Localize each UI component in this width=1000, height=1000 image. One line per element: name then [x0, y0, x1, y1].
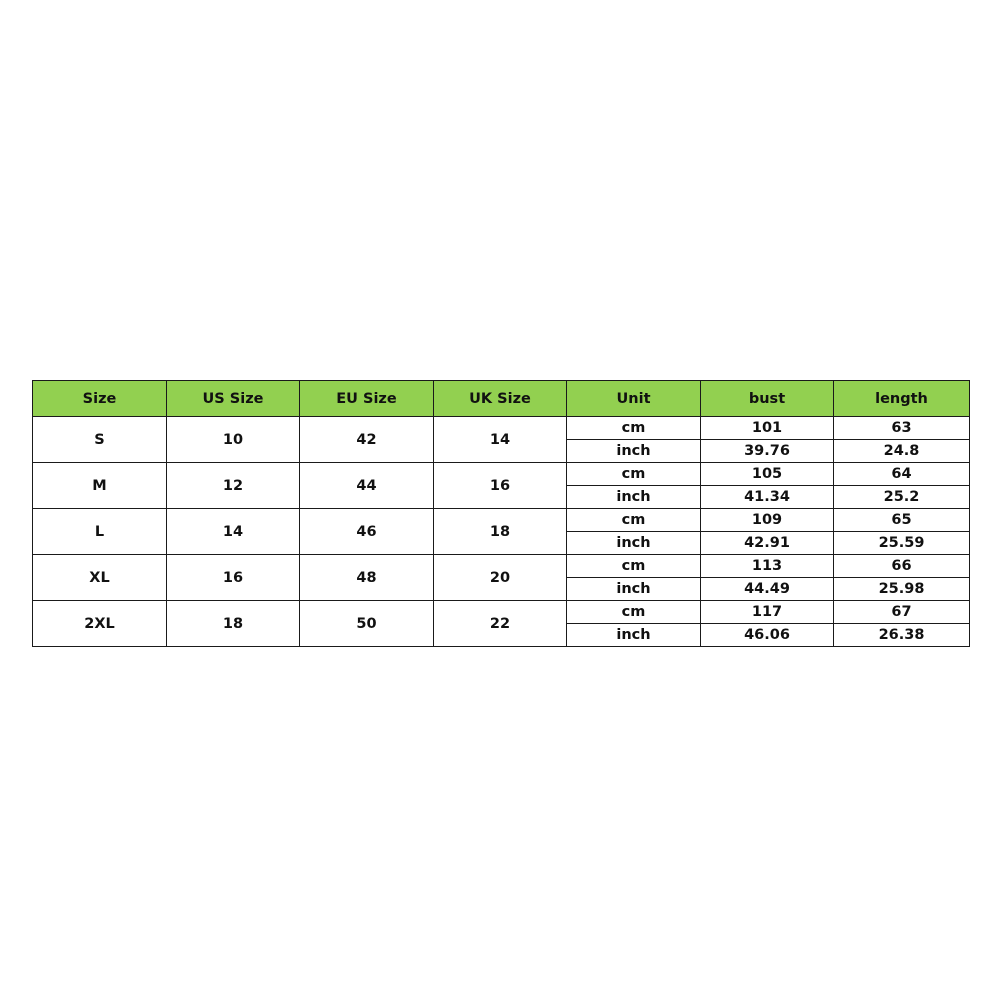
table-row	[33, 601, 970, 624]
bust-cell: 113	[701, 555, 834, 578]
table-row	[33, 417, 970, 440]
length-cell: 26.38	[834, 624, 970, 647]
header-size: Size	[33, 381, 167, 417]
unit-cell: cm	[567, 509, 701, 532]
table-row	[33, 509, 970, 532]
header-row	[33, 381, 970, 417]
header-bust: bust	[701, 381, 834, 417]
unit-cell: inch	[567, 624, 701, 647]
uk-size-cell: 14	[434, 417, 567, 463]
unit-cell: inch	[567, 440, 701, 463]
size-cell: M	[33, 463, 167, 509]
uk-size-cell: 22	[434, 601, 567, 647]
eu-size-cell: 42	[300, 417, 434, 463]
unit-cell: cm	[567, 463, 701, 486]
size-chart-table	[32, 380, 970, 647]
length-cell: 25.2	[834, 486, 970, 509]
eu-size-cell: 46	[300, 509, 434, 555]
bust-cell: 117	[701, 601, 834, 624]
length-cell: 67	[834, 601, 970, 624]
us-size-cell: 14	[167, 509, 300, 555]
length-cell: 66	[834, 555, 970, 578]
bust-cell: 42.91	[701, 532, 834, 555]
size-cell: L	[33, 509, 167, 555]
header-eu-size: EU Size	[300, 381, 434, 417]
uk-size-cell: 18	[434, 509, 567, 555]
us-size-cell: 10	[167, 417, 300, 463]
eu-size-cell: 50	[300, 601, 434, 647]
bust-cell: 105	[701, 463, 834, 486]
eu-size-cell: 48	[300, 555, 434, 601]
length-cell: 25.59	[834, 532, 970, 555]
length-cell: 24.8	[834, 440, 970, 463]
uk-size-cell: 20	[434, 555, 567, 601]
unit-cell: inch	[567, 532, 701, 555]
unit-cell: inch	[567, 578, 701, 601]
length-cell: 63	[834, 417, 970, 440]
bust-cell: 41.34	[701, 486, 834, 509]
bust-cell: 44.49	[701, 578, 834, 601]
size-cell: XL	[33, 555, 167, 601]
header-unit: Unit	[567, 381, 701, 417]
table-row	[33, 463, 970, 486]
unit-cell: cm	[567, 555, 701, 578]
table-header	[33, 381, 970, 417]
length-cell: 25.98	[834, 578, 970, 601]
unit-cell: cm	[567, 417, 701, 440]
bust-cell: 39.76	[701, 440, 834, 463]
size-cell: S	[33, 417, 167, 463]
header-us-size: US Size	[167, 381, 300, 417]
us-size-cell: 12	[167, 463, 300, 509]
us-size-cell: 18	[167, 601, 300, 647]
unit-cell: inch	[567, 486, 701, 509]
size-cell: 2XL	[33, 601, 167, 647]
uk-size-cell: 16	[434, 463, 567, 509]
bust-cell: 46.06	[701, 624, 834, 647]
eu-size-cell: 44	[300, 463, 434, 509]
length-cell: 64	[834, 463, 970, 486]
unit-cell: cm	[567, 601, 701, 624]
us-size-cell: 16	[167, 555, 300, 601]
bust-cell: 109	[701, 509, 834, 532]
length-cell: 65	[834, 509, 970, 532]
table-row	[33, 555, 970, 578]
table-body	[33, 417, 970, 647]
bust-cell: 101	[701, 417, 834, 440]
header-length: length	[834, 381, 970, 417]
header-uk-size: UK Size	[434, 381, 567, 417]
